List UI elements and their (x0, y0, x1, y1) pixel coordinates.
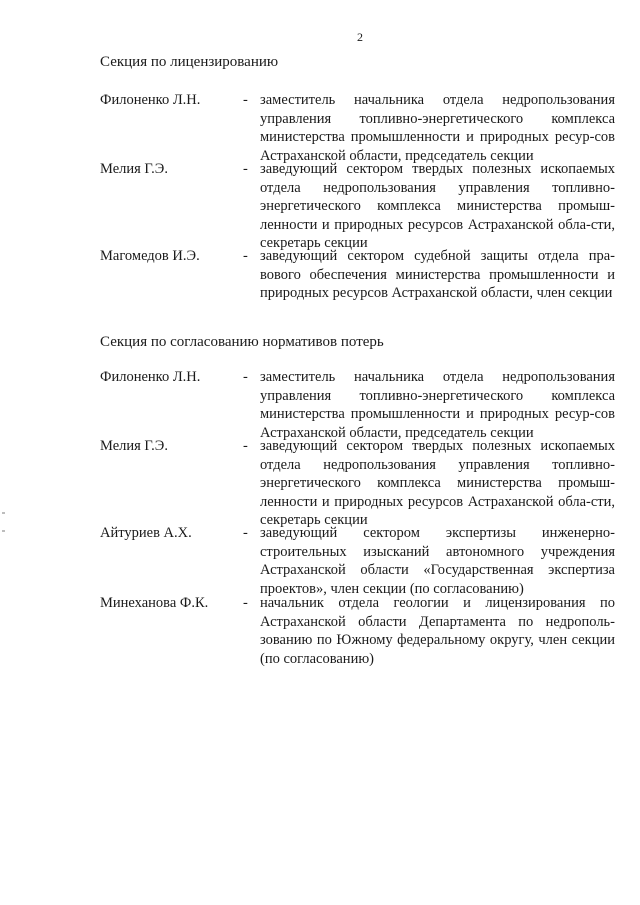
member-name: Мелия Г.Э. (100, 438, 168, 454)
member-name: Мелия Г.Э. (100, 161, 168, 177)
member-dash: - (243, 438, 248, 454)
member-name: Магомедов И.Э. (100, 248, 200, 264)
member-name: Айтуриев А.Х. (100, 525, 192, 541)
member-description: заведующий сектором экспертизы инженерно-строительных изысканий автономного учреждения Астраханской области «Государственная экспертиза проектов», член секции (по согласованию) (260, 525, 615, 597)
member-entry (100, 368, 615, 442)
member-entry (100, 247, 615, 303)
member-description: начальник отдела геологии и лицензирования по Астраханской области Департамента по недрополь-зованию по Южному федеральному округу, член секции (по согласованию) (260, 595, 615, 667)
member-dash: - (243, 369, 248, 385)
member-entry (100, 524, 615, 598)
page-number: 2 (357, 30, 363, 44)
scan-mark (2, 512, 5, 514)
member-description: заместитель начальника отдела недропользования управления топливно-энергетического комплекса министерства промышленности и природных ресур-сов Астраханской области, председатель секции (260, 369, 615, 441)
member-entry (100, 437, 615, 530)
section-title-licensing: Секция по лицензированию (100, 54, 279, 70)
member-name: Филоненко Л.Н. (100, 369, 201, 385)
member-name: Филоненко Л.Н. (100, 92, 201, 108)
member-dash: - (243, 161, 248, 177)
member-description: заместитель начальника отдела недропользования управления топливно-энергетического комплекса министерства промышленности и природных ресур-сов Астраханской области, председатель секции (260, 92, 615, 164)
member-entry (100, 91, 615, 165)
section-title-loss-standards: Секция по согласованию нормативов потерь (100, 334, 384, 350)
member-dash: - (243, 248, 248, 264)
member-entry (100, 160, 615, 253)
member-dash: - (243, 595, 248, 611)
member-name: Минеханова Ф.К. (100, 595, 209, 611)
scan-mark (2, 530, 5, 532)
member-dash: - (243, 525, 248, 541)
member-description: заведующий сектором твердых полезных ископаемых отдела недропользования управления топливно-энергетического комплекса министерства промыш-ленности и природных ресурсов Астраханской обла-сти, секретарь секции (260, 161, 615, 251)
member-description: заведующий сектором судебной защиты отдела пра-вового обеспечения министерства промышленности и природных ресурсов Астраханской области, член секции (260, 248, 615, 301)
member-dash: - (243, 92, 248, 108)
member-description: заведующий сектором твердых полезных ископаемых отдела недропользования управления топливно-энергетического комплекса министерства промыш-ленности и природных ресурсов Астраханской обла-сти, секретарь секции (260, 438, 615, 528)
member-entry (100, 594, 615, 668)
